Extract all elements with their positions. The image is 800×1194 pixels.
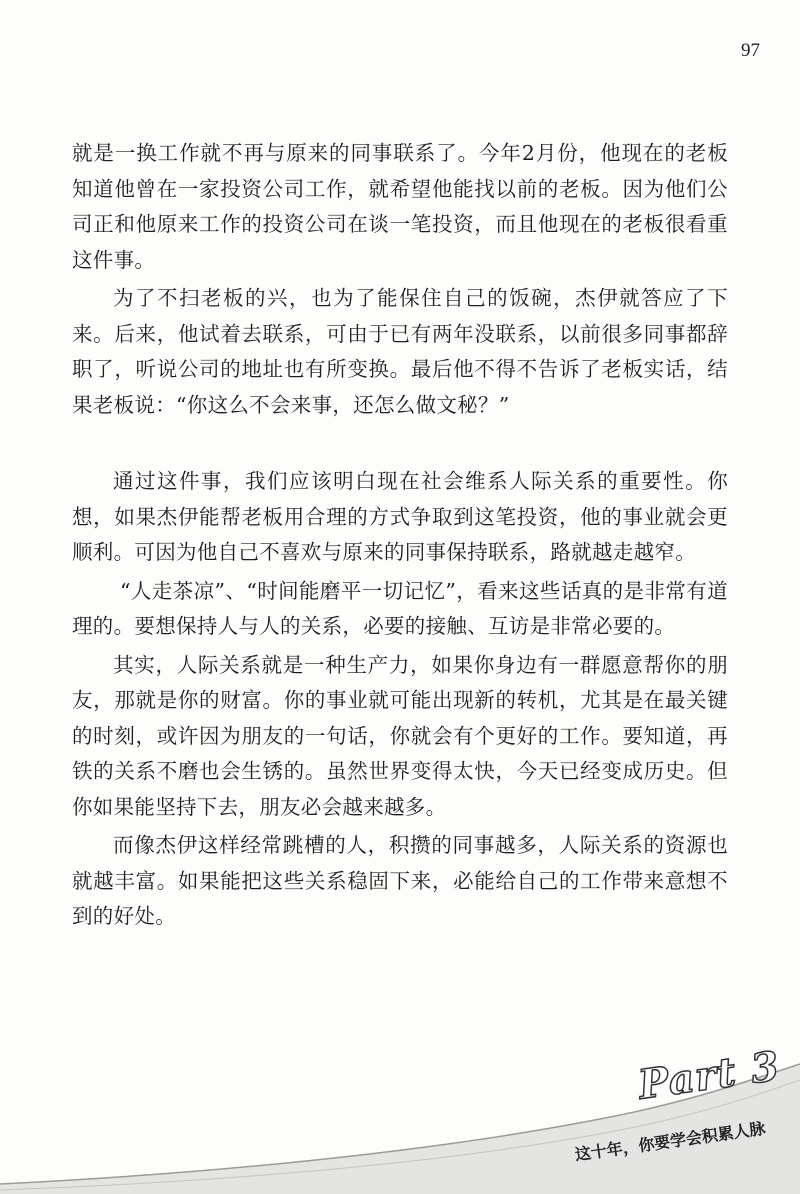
paragraph-5: 其实，人际关系就是一种生产力，如果你身边有一群愿意帮你的朋友，那就是你的财富。你的事业就可能出现新的转机，尤其是在最关键的时刻，或许因为朋友的一句话，你就会有个更好的工作。要知道，再铁的关系不磨也会生锈的。虽然世界变得太快，今天已经变成历史。但你如果能坚持下去，朋友必会越来越多。 (72, 652, 728, 819)
paragraph-4: “人走茶凉”、“时间能磨平一切记忆”，看来这些话真的是非常有道理的。要想保持人与人的关系，必要的接触、互访是非常必要的。 (72, 578, 728, 638)
paragraph-1: 就是一换工作就不再与原来的同事联系了。今年2月份，他现在的老板知道他曾在一家投资公司工作，就希望他能找以前的老板。因为他们公司正和他原来工作的投资公司在谈一笔投资，而且他现在的老板很看重这件事。 (72, 141, 728, 272)
part-label: Part 3 (635, 1042, 783, 1109)
footer-wave-decoration (0, 1024, 800, 1194)
body-text (72, 136, 728, 938)
paragraph-6: 而像杰伊这样经常跳槽的人，积攒的同事越多，人际关系的资源也就越丰富。如果能把这些关系稳固下来，必能给自己的工作带来意想不到的好处。 (72, 833, 728, 928)
paragraph-gap (72, 426, 728, 464)
paragraph-2: 为了不扫老板的兴，也为了能保住自己的饭碗，杰伊就答应了下来。后来，他试着去联系，可由于已有两年没联系，以前很多同事都辞职了，听说公司的地址也有所变换。最后他不得不告诉了老板实话，结果老板说：“你这么不会来事，还怎么做文秘？” (72, 286, 728, 417)
page-number: 97 (741, 40, 760, 61)
paragraph-3: 通过这件事，我们应该明白现在社会维系人际关系的重要性。你想，如果杰伊能帮老板用合理的方式争取到这笔投资，他的事业就会更顺利。可因为他自己不喜欢与原来的同事保持联系，路就越走越窄。 (72, 469, 728, 564)
part-subtitle: 这十年，你要学会积累人脉 (573, 1118, 767, 1165)
